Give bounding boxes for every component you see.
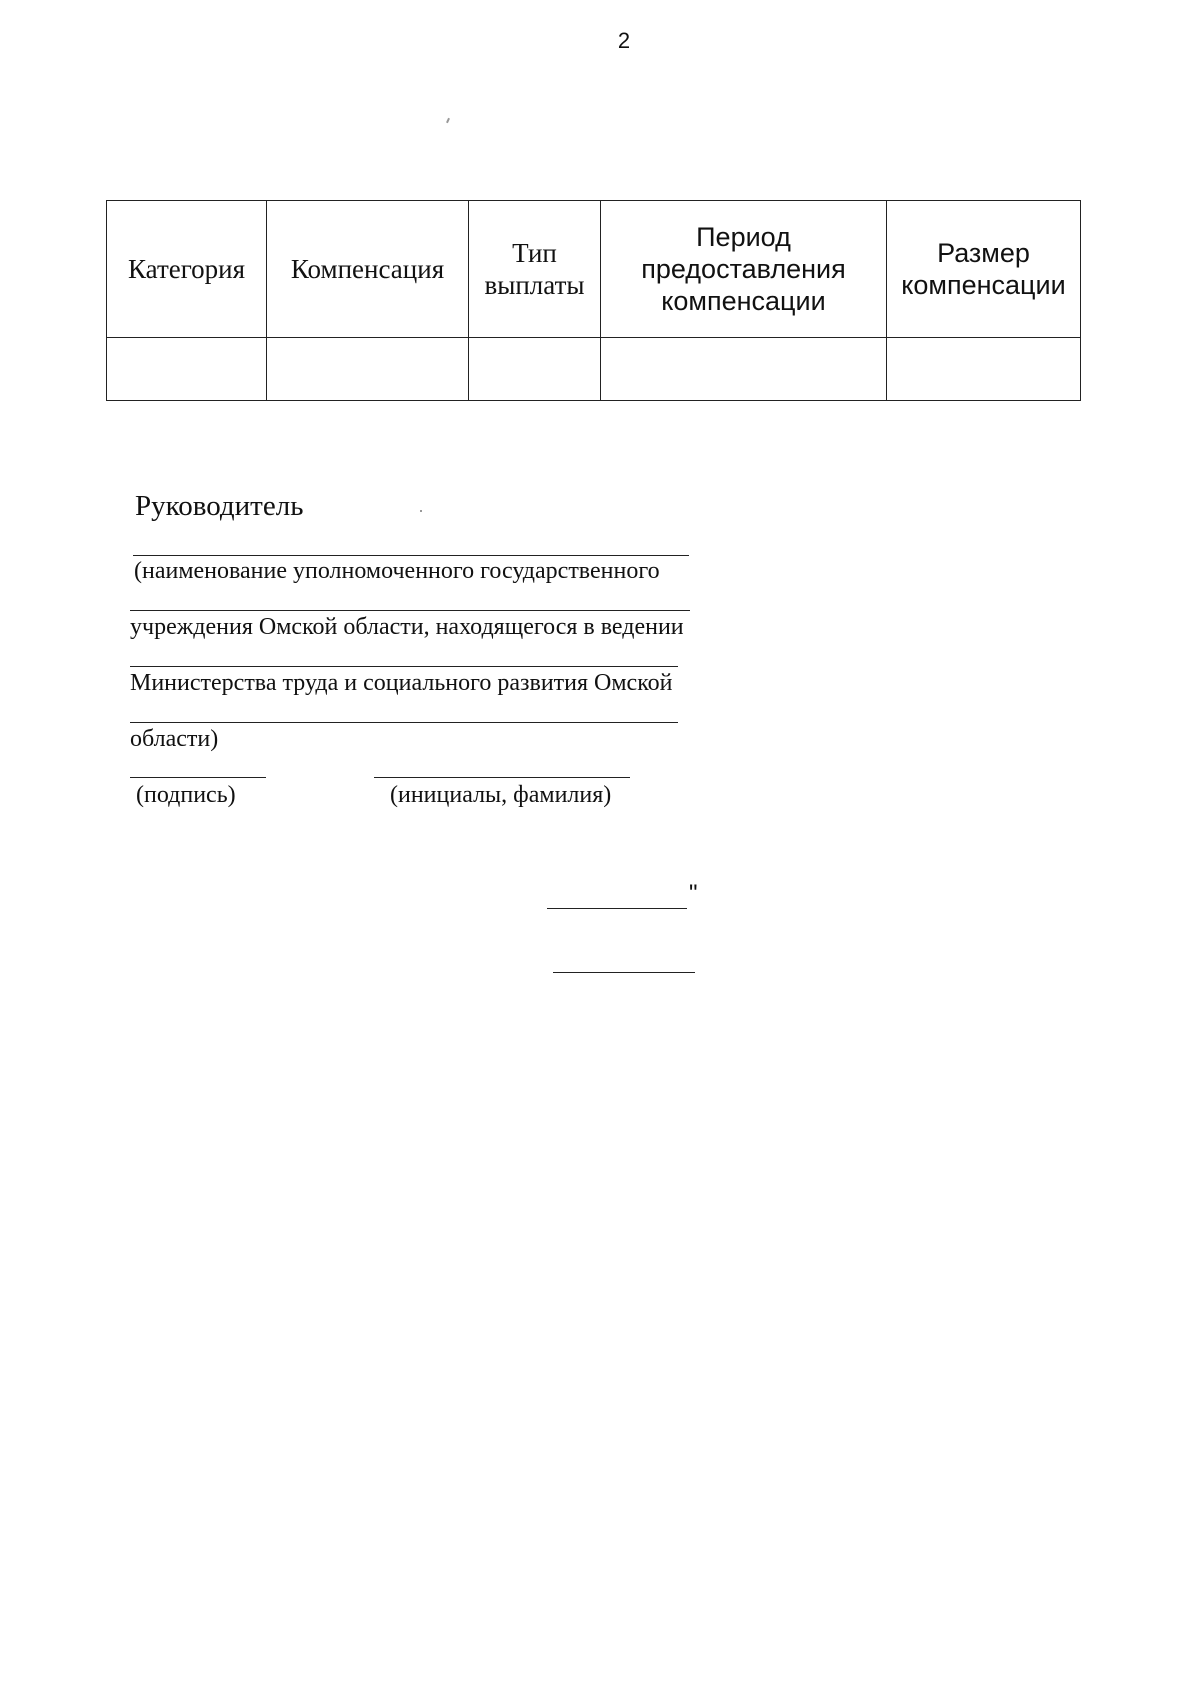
table-cell xyxy=(469,338,601,401)
signature-line xyxy=(130,777,266,778)
table-row xyxy=(107,338,1081,401)
closing-quote-mark: " xyxy=(689,880,698,907)
blank-line xyxy=(133,555,689,556)
signature-caption: (подпись) xyxy=(136,782,236,808)
name-caption: (инициалы, фамилия) xyxy=(390,782,612,808)
scan-speck xyxy=(446,118,450,123)
blank-line xyxy=(130,610,690,611)
closing-rule xyxy=(553,972,695,973)
date-blank-line xyxy=(547,908,687,909)
header-period: Период предоставления компенсации xyxy=(601,201,887,338)
institution-caption-line: учреждения Омской области, находящегося в ведении xyxy=(130,614,684,640)
institution-caption-line: (наименование уполномоченного государственного xyxy=(134,558,660,584)
table-cell xyxy=(267,338,469,401)
header-compensation: Компенсация xyxy=(267,201,469,338)
scan-speck xyxy=(420,510,422,512)
institution-caption-line: Министерства труда и социального развития Омской xyxy=(130,670,673,696)
blank-line xyxy=(130,722,678,723)
name-line xyxy=(374,777,630,778)
header-payment-type: Тип выплаты xyxy=(469,201,601,338)
table-header-row xyxy=(107,201,1081,338)
header-amount: Размер компенсации xyxy=(887,201,1081,338)
blank-line xyxy=(130,666,678,667)
table-cell xyxy=(601,338,887,401)
page-number: 2 xyxy=(617,28,631,53)
header-category: Категория xyxy=(107,201,267,338)
table-cell xyxy=(887,338,1081,401)
signature-title: Руководитель xyxy=(135,490,304,522)
institution-caption-line: области) xyxy=(130,726,219,752)
table-cell xyxy=(107,338,267,401)
compensation-table xyxy=(106,200,1081,401)
